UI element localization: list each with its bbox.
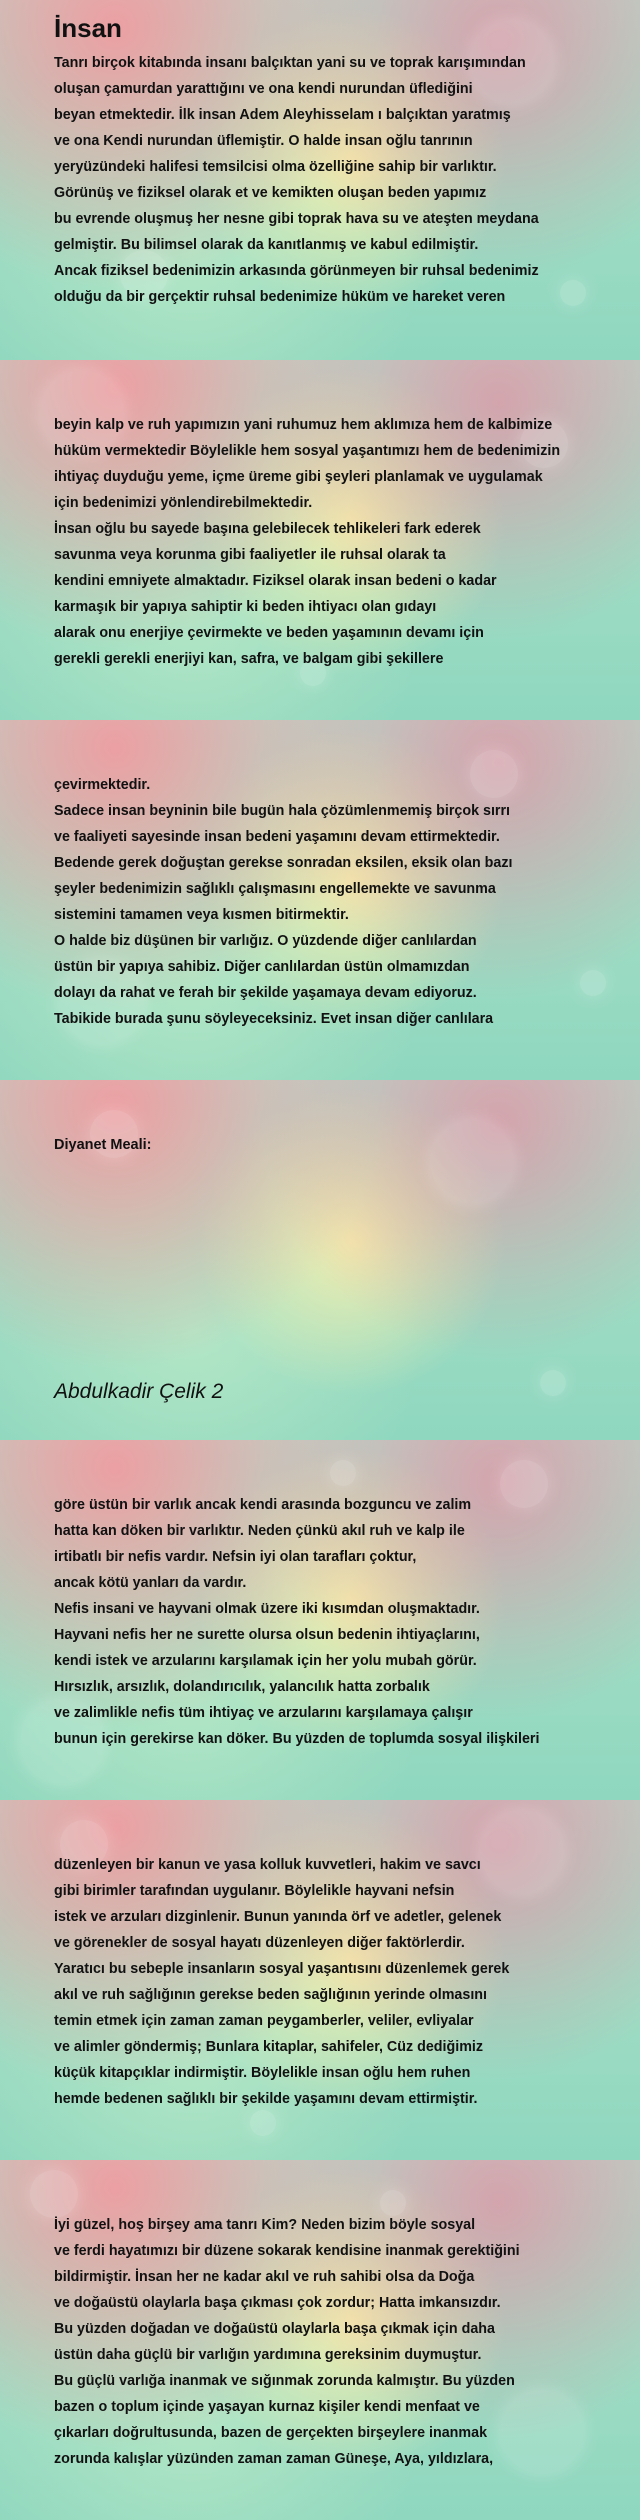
- text-line: Görünüş ve fiziksel olarak et ve kemikten oluşan beden yapımız: [54, 185, 487, 201]
- text-line: olduğu da bir gerçektir ruhsal bedenimize hüküm ve hareket veren: [54, 289, 506, 305]
- page-panel-5: [0, 1440, 640, 1800]
- bokeh-decoration: [330, 1460, 356, 1486]
- text-line: O halde biz düşünen bir varlığız. O yüzdende diğer canlılardan: [54, 933, 477, 949]
- page-panel-6: [0, 1800, 640, 2160]
- author-signature: Abdulkadir Çelik 2: [54, 1380, 224, 1403]
- meali-label: Diyanet Meali:: [54, 1137, 152, 1153]
- text-line: istek ve arzuları dizginlenir. Bunun yanında örf ve adetler, gelenek: [54, 1909, 502, 1925]
- text-line: Tanrı birçok kitabında insanı balçıktan yani su ve toprak karışımından: [54, 55, 526, 71]
- text-line: alarak onu enerjiye çevirmekte ve beden yaşamının devamı için: [54, 625, 484, 641]
- text-line: çevirmektedir.: [54, 777, 151, 793]
- text-line: beyin kalp ve ruh yapımızın yani ruhumuz hem aklımıza hem de kalbimize: [54, 417, 553, 433]
- text-line: çıkarları doğrultusunda, bazen de gerçekten birşeylere inanmak: [54, 2425, 488, 2441]
- text-line: karmaşık bir yapıya sahiptir ki beden ihtiyacı olan gıdayı: [54, 599, 437, 615]
- document-title: İnsan: [54, 13, 122, 43]
- text-line: ihtiyaç duyduğu yeme, içme üreme gibi şeyleri planlamak ve uygulamak: [54, 469, 543, 485]
- text-line: yeryüzündeki halifesi temsilcisi olma özelliğine sahip bir varlıktır.: [54, 159, 497, 175]
- text-line: beyan etmektedir. İlk insan Adem Aleyhisselam ı balçıktan yaratmış: [54, 107, 511, 123]
- text-line: ve doğaüstü olaylarla başa çıkması çok zordur; Hatta imkansızdır.: [54, 2295, 501, 2311]
- text-line: hemde bedenen sağlıklı bir şekilde yaşamını devam ettirmiştir.: [54, 2091, 478, 2107]
- text-line: kendi istek ve arzularını karşılamak için her yolu mubah görür.: [54, 1653, 477, 1669]
- text-line: İnsan oğlu bu sayede başına gelebilecek tehlikeleri fark ederek: [54, 521, 481, 537]
- bokeh-decoration: [250, 2110, 276, 2136]
- text-line: Bu yüzden doğadan ve doğaüstü olaylarla başa çıkmak için daha: [54, 2321, 495, 2337]
- text-line: küçük kitapçıklar indirmiştir. Böylelikle insan oğlu hem ruhen: [54, 2065, 471, 2081]
- text-line: irtibatlı bir nefis vardır. Nefsin iyi olan tarafları çoktur,: [54, 1549, 417, 1565]
- text-line: Tabikide burada şunu söyleyeceksiniz. Evet insan diğer canlılara: [54, 1011, 494, 1027]
- text-line: ve zalimlikle nefis tüm ihtiyaç ve arzularını karşılamaya çalışır: [54, 1705, 473, 1721]
- text-line: savunma veya korunma gibi faaliyetler ile ruhsal olarak ta: [54, 547, 446, 563]
- page-panel-1: [0, 0, 640, 360]
- text-line: Sadece insan beyninin bile bugün hala çözümlenmemiş birçok sırrı: [54, 803, 511, 819]
- text-line: gerekli gerekli enerjiyi kan, safra, ve balgam gibi şekillere: [54, 651, 444, 667]
- text-line: hatta kan döken bir varlıktır. Neden çünkü akıl ruh ve kalp ile: [54, 1523, 465, 1539]
- bokeh-decoration: [540, 1370, 566, 1396]
- text-line: Hayvani nefis her ne surette olursa olsun bedenin ihtiyaçlarını,: [54, 1627, 480, 1643]
- text-line: ve alimler göndermiş; Bunlara kitaplar, sahifeler, Cüz dediğimiz: [54, 2039, 484, 2055]
- text-line: gibi birimler tarafından uygulanır. Böylelikle hayvani nefsin: [54, 1883, 455, 1899]
- page-panel-2: [0, 360, 640, 720]
- text-line: düzenleyen bir kanun ve yasa kolluk kuvvetleri, hakim ve savcı: [54, 1857, 481, 1873]
- text-line: üstün daha güçlü bir varlığın yardımına gereksinim duymuştur.: [54, 2347, 482, 2363]
- text-line: Yaratıcı bu sebeple insanların sosyal yaşantısını düzenlemek gerek: [54, 1961, 510, 1977]
- text-line: ve faaliyeti sayesinde insan bedeni yaşamını devam ettirmektedir.: [54, 829, 500, 845]
- text-line: üstün bir yapıya sahibiz. Diğer canlılardan üstün olmamızdan: [54, 959, 470, 975]
- text-line: Nefis insani ve hayvani olmak üzere iki kısımdan oluşmaktadır.: [54, 1601, 480, 1617]
- text-line: bazen o toplum içinde yaşayan kurnaz kişiler kendi menfaat ve: [54, 2399, 480, 2415]
- page-panel-4: [0, 1080, 640, 1440]
- text-line: sistemini tamamen veya kısmen bitirmektir.: [54, 907, 349, 923]
- text-line: ve ferdi hayatımızı bir düzene sokarak kendisine inanmak gerektiğini: [54, 2243, 520, 2259]
- text-line: gelmiştir. Bu bilimsel olarak da kanıtlanmış ve kabul edilmiştir.: [54, 237, 479, 253]
- text-line: için bedenimizi yönlendirebilmektedir.: [54, 495, 313, 511]
- text-line: göre üstün bir varlık ancak kendi arasında bozguncu ve zalim: [54, 1497, 472, 1513]
- text-line: bildirmiştir. İnsan her ne kadar akıl ve ruh sahibi olsa da Doğa: [54, 2269, 475, 2285]
- text-line: Ancak fiziksel bedenimizin arkasında görünmeyen bir ruhsal bedenimiz: [54, 263, 539, 279]
- text-line: zorunda kalışlar yüzünden zaman zaman Güneşe, Aya, yıldızlara,: [54, 2451, 494, 2467]
- text-line: İyi güzel, hoş birşey ama tanrı Kim? Neden bizim böyle sosyal: [54, 2217, 476, 2233]
- text-line: ve ona Kendi nurundan üflemiştir. O halde insan oğlu tanrının: [54, 133, 473, 149]
- text-line: Bedende gerek doğuştan gerekse sonradan eksilen, eksik olan bazı: [54, 855, 513, 871]
- text-line: bu evrende oluşmuş her nesne gibi toprak hava su ve ateşten meydana: [54, 211, 539, 227]
- text-line: temin etmek için zaman zaman peygamberler, veliler, evliyalar: [54, 2013, 474, 2029]
- text-line: kendini emniyete almaktadır. Fiziksel olarak insan bedeni o kadar: [54, 573, 497, 589]
- text-line: bunun için gerekirse kan döker. Bu yüzden de toplumda sosyal ilişkileri: [54, 1731, 540, 1747]
- text-line: oluşan çamurdan yarattığını ve ona kendi nurundan üflediğini: [54, 81, 473, 97]
- text-line: akıl ve ruh sağlığının gerekse beden sağlığının yerinde olmasını: [54, 1987, 488, 2003]
- text-line: ve görenekler de sosyal hayatı düzenleyen diğer faktörlerdir.: [54, 1935, 465, 1951]
- text-line: Hırsızlık, arsızlık, dolandırıcılık, yalancılık hatta zorbalık: [54, 1679, 430, 1695]
- text-line: ancak kötü yanları da vardır.: [54, 1575, 247, 1591]
- text-line: şeyler bedenimizin sağlıklı çalışmasını engellemekte ve savunma: [54, 881, 496, 897]
- text-line: dolayı da rahat ve ferah bir şekilde yaşamaya devam ediyoruz.: [54, 985, 477, 1001]
- text-line: hüküm vermektedir Böylelikle hem sosyal yaşantımızı hem de bedenimizin: [54, 443, 561, 459]
- page-panel-3: [0, 720, 640, 1080]
- text-line: Bu güçlü varlığa inanmak ve sığınmak zorunda kalmıştır. Bu yüzden: [54, 2373, 515, 2389]
- page-panel-7: [0, 2160, 640, 2520]
- bokeh-decoration: [30, 2170, 78, 2218]
